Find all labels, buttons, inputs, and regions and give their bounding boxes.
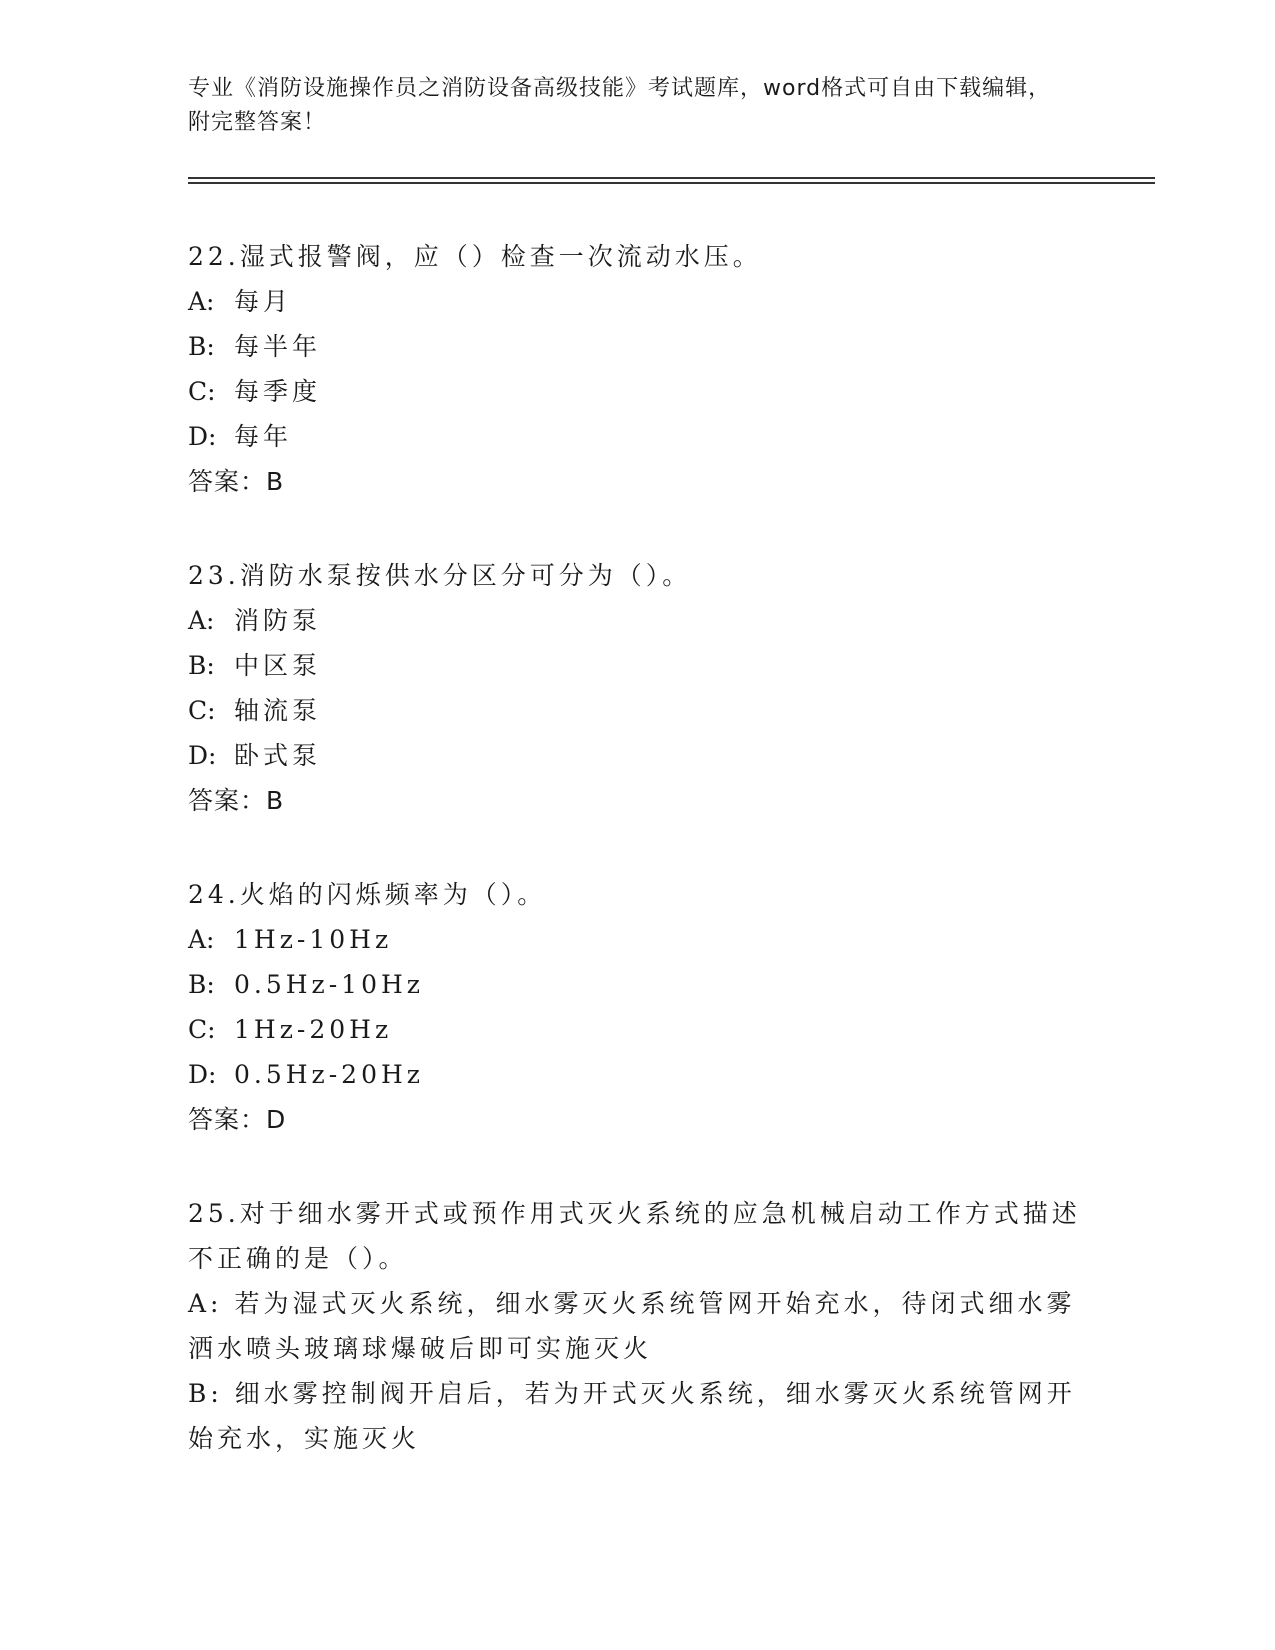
option-key: A: xyxy=(188,925,215,954)
option-text: 0.5Hz-10Hz xyxy=(234,970,424,999)
option-a xyxy=(188,598,1088,643)
option-text: 若为湿式灭火系统，细水雾灭火系统管网开始充水，待闭式细水雾洒水喷头玻璃球爆破后即可实施灭火 xyxy=(188,1289,1076,1363)
option-text: 每半年 xyxy=(234,332,322,361)
option-b xyxy=(188,962,1088,1007)
option-d xyxy=(188,1052,1088,1097)
option-text: 0.5Hz-20Hz xyxy=(234,1060,424,1089)
document-header: 专业《消防设施操作员之消防设备高级技能》考试题库，word格式可自由下载编辑，附完整答案！ xyxy=(188,76,1052,135)
option-text: 1Hz-10Hz xyxy=(234,925,393,954)
option-key: D: xyxy=(188,422,217,451)
question-22 xyxy=(188,234,1088,504)
option-key: B: xyxy=(188,1379,223,1408)
option-a xyxy=(188,917,1088,962)
option-c xyxy=(188,369,1088,414)
header-divider-top xyxy=(188,177,1155,179)
option-key: C: xyxy=(188,377,216,406)
option-key: D: xyxy=(188,1060,217,1089)
option-d xyxy=(188,414,1088,459)
option-text: 每季度 xyxy=(234,377,322,406)
option-key: A: xyxy=(188,606,215,635)
option-text: 每月 xyxy=(234,287,293,316)
option-c xyxy=(188,1007,1088,1052)
option-c xyxy=(188,688,1088,733)
option-text: 每年 xyxy=(234,422,293,451)
option-b xyxy=(188,324,1088,369)
option-text: 轴流泵 xyxy=(234,696,322,725)
option-key: C: xyxy=(188,696,216,725)
question-25 xyxy=(188,1191,1088,1461)
option-a xyxy=(188,279,1088,324)
answer-line: 答案：B xyxy=(188,786,285,815)
question-stem: 23.消防水泵按供水分区分可分为（）。 xyxy=(188,561,692,590)
question-stem: 24.火焰的闪烁频率为（）。 xyxy=(188,880,547,909)
option-d xyxy=(188,733,1088,778)
option-text: 卧式泵 xyxy=(234,741,322,770)
header-divider-bottom xyxy=(188,182,1155,184)
option-text: 1Hz-20Hz xyxy=(234,1015,393,1044)
option-text: 细水雾控制阀开启后，若为开式灭火系统，细水雾灭火系统管网开始充水，实施灭火 xyxy=(188,1379,1076,1453)
answer-line: 答案：D xyxy=(188,1105,287,1134)
option-key: A: xyxy=(188,287,215,316)
option-key: C: xyxy=(188,1015,216,1044)
question-24 xyxy=(188,872,1088,1142)
option-key: B: xyxy=(188,332,215,361)
option-b xyxy=(188,1371,1088,1461)
option-text: 消防泵 xyxy=(234,606,322,635)
option-key: D: xyxy=(188,741,217,770)
option-key: A: xyxy=(188,1289,223,1318)
option-key: B: xyxy=(188,970,215,999)
option-key: B: xyxy=(188,651,215,680)
option-a xyxy=(188,1281,1088,1371)
question-stem: 22.湿式报警阀，应（）检查一次流动水压。 xyxy=(188,242,762,271)
question-stem: 25.对于细水雾开式或预作用式灭火系统的应急机械启动工作方式描述不正确的是（）。 xyxy=(188,1199,1081,1273)
answer-line: 答案：B xyxy=(188,467,285,496)
option-b xyxy=(188,643,1088,688)
question-23 xyxy=(188,553,1088,823)
option-text: 中区泵 xyxy=(234,651,322,680)
